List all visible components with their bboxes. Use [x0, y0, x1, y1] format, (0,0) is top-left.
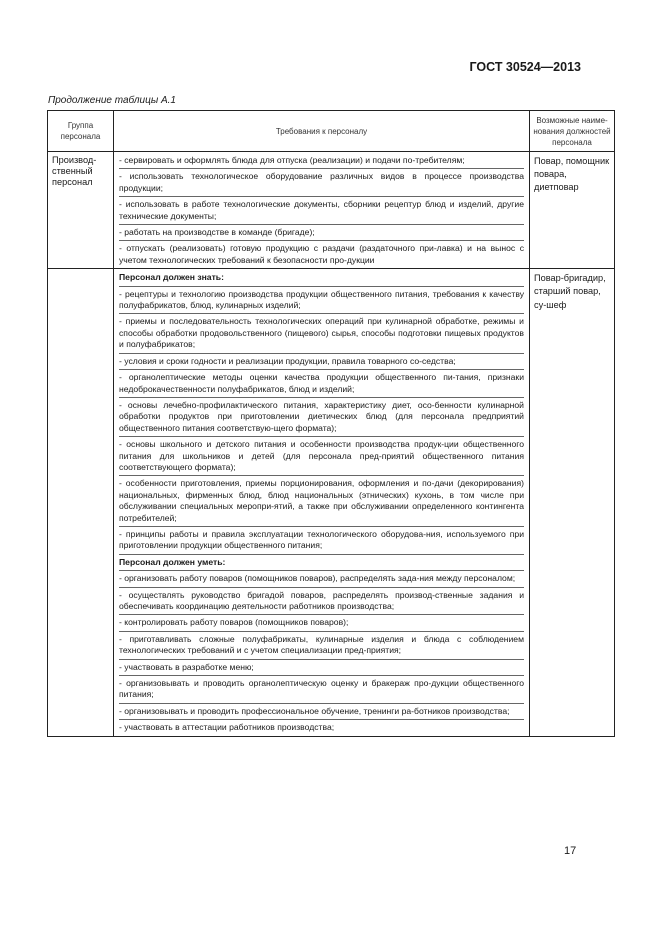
page-number: 17 — [564, 845, 577, 857]
header-requirements: Требования к персоналу — [114, 111, 530, 152]
list-item: - основы лечебно-профилактического питания, характеристику диет, осо-бенности кулинарной обработки продуктов при приготовлении диетических блюд (для персонала предприятий общественного питания соответствую-щего формата); — [119, 398, 524, 437]
positions-cell — [530, 152, 615, 269]
list-item: - основы школьного и детского питания и особенности производства продук-ции общественного питания для школьников и детей (для персонала пред-приятий общественного питания соответствующего формата); — [119, 437, 524, 476]
list-item: - органолептические методы оценки качества продукции общественного пи-тания, признаки недоброкачественности полуфабрикатов, блюд и изделий; — [119, 370, 524, 398]
list-item: - принципы работы и правила эксплуатации технологического оборудова-ния, используемого при приготовлении продукции общественного питания; — [119, 527, 524, 555]
list-item: - использовать в работе технологические документы, сборники рецептур блюд и изделий, другие технические документы; — [119, 197, 524, 225]
group-cell — [48, 269, 114, 736]
list-item: - осуществлять руководство бригадой поваров, распределять производ-ственные задания и обеспечивать координацию деятельности работников производства; — [119, 588, 524, 616]
list-item: - использовать технологическое оборудование различных видов в процессе производства продукции; — [119, 169, 524, 197]
list-item: - организовывать и проводить органолептическую оценку и бракераж про-дукции общественного питания; — [119, 676, 524, 704]
requirements-cell — [114, 152, 530, 269]
table-header-row — [48, 111, 615, 152]
list-item: - участвовать в разработке меню; — [119, 660, 524, 676]
group-label: Производ-ственный персонал — [52, 155, 97, 188]
group-cell — [48, 152, 114, 269]
requirements-table — [47, 110, 615, 737]
list-item: - особенности приготовления, приемы порционирования, оформления и по-дачи (декорирования) национальных, фирменных блюд, блюд национальных (этнических) кухонь, в том числе при обслуживании специальных меропри-ятий, а также при обслуживании определенного контингента потребителей; — [119, 476, 524, 527]
list-item: - рецептуры и технологию производства продукции общественного питания, требования к качеству полуфабрикатов, блюд, кулинарных изделий; — [119, 287, 524, 315]
header-group: Группа персонала — [48, 111, 114, 152]
table-caption: Продолжение таблицы А.1 — [48, 95, 176, 106]
table-row — [48, 152, 615, 269]
list-item: - участвовать в аттестации работников производства; — [119, 722, 335, 733]
list-item: - отпускать (реализовать) готовую продукцию с раздачи (раздаточного при-лавка) и на вынос с учетом технологических требований к безопасности про-дукции — [119, 243, 524, 265]
positions-cell — [530, 269, 615, 736]
position-name: су-шеф — [534, 299, 567, 310]
position-name: старший повар, — [534, 286, 601, 297]
list-item: - условия и сроки годности и реализации продукции, правила товарного со-седства; — [119, 354, 524, 370]
position-name: Повар-бригадир, — [534, 273, 606, 284]
list-item: - приготавливать сложные полуфабрикаты, кулинарные изделия и блюда с соблюдением технологических требований и с учетом специализации пред-приятия; — [119, 632, 524, 660]
standard-number: ГОСТ 30524—2013 — [469, 60, 581, 74]
list-item: - контролировать работу поваров (помощников поваров); — [119, 615, 524, 631]
list-item: - приемы и последовательность технологических операций при кулинарной обработке, режимы и способы обработки продовольственного (пищевого) сырья, способы подготовки пищевых продуктов и полуфабрикатов; — [119, 314, 524, 353]
list-item: - организовать работу поваров (помощников поваров), распределять зада-ния между персоналом; — [119, 571, 524, 587]
list-item: - работать на производстве в команде (бригаде); — [119, 225, 524, 241]
section-heading-know: Персонал должен знать: — [119, 270, 524, 286]
list-item: - сервировать и оформлять блюда для отпуска (реализации) и подачи по-требителям; — [119, 153, 524, 169]
list-item: - организовывать и проводить профессиональное обучение, тренинги ра-ботников производства; — [119, 704, 524, 720]
position-name: диетповар — [534, 182, 579, 193]
requirements-cell — [114, 269, 530, 736]
table-row — [48, 269, 615, 736]
header-positions: Возможные наиме-нования должностей персонала — [530, 111, 615, 152]
section-heading-can: Персонал должен уметь: — [119, 555, 524, 571]
position-name: Повар, помощник повара, — [534, 156, 610, 180]
